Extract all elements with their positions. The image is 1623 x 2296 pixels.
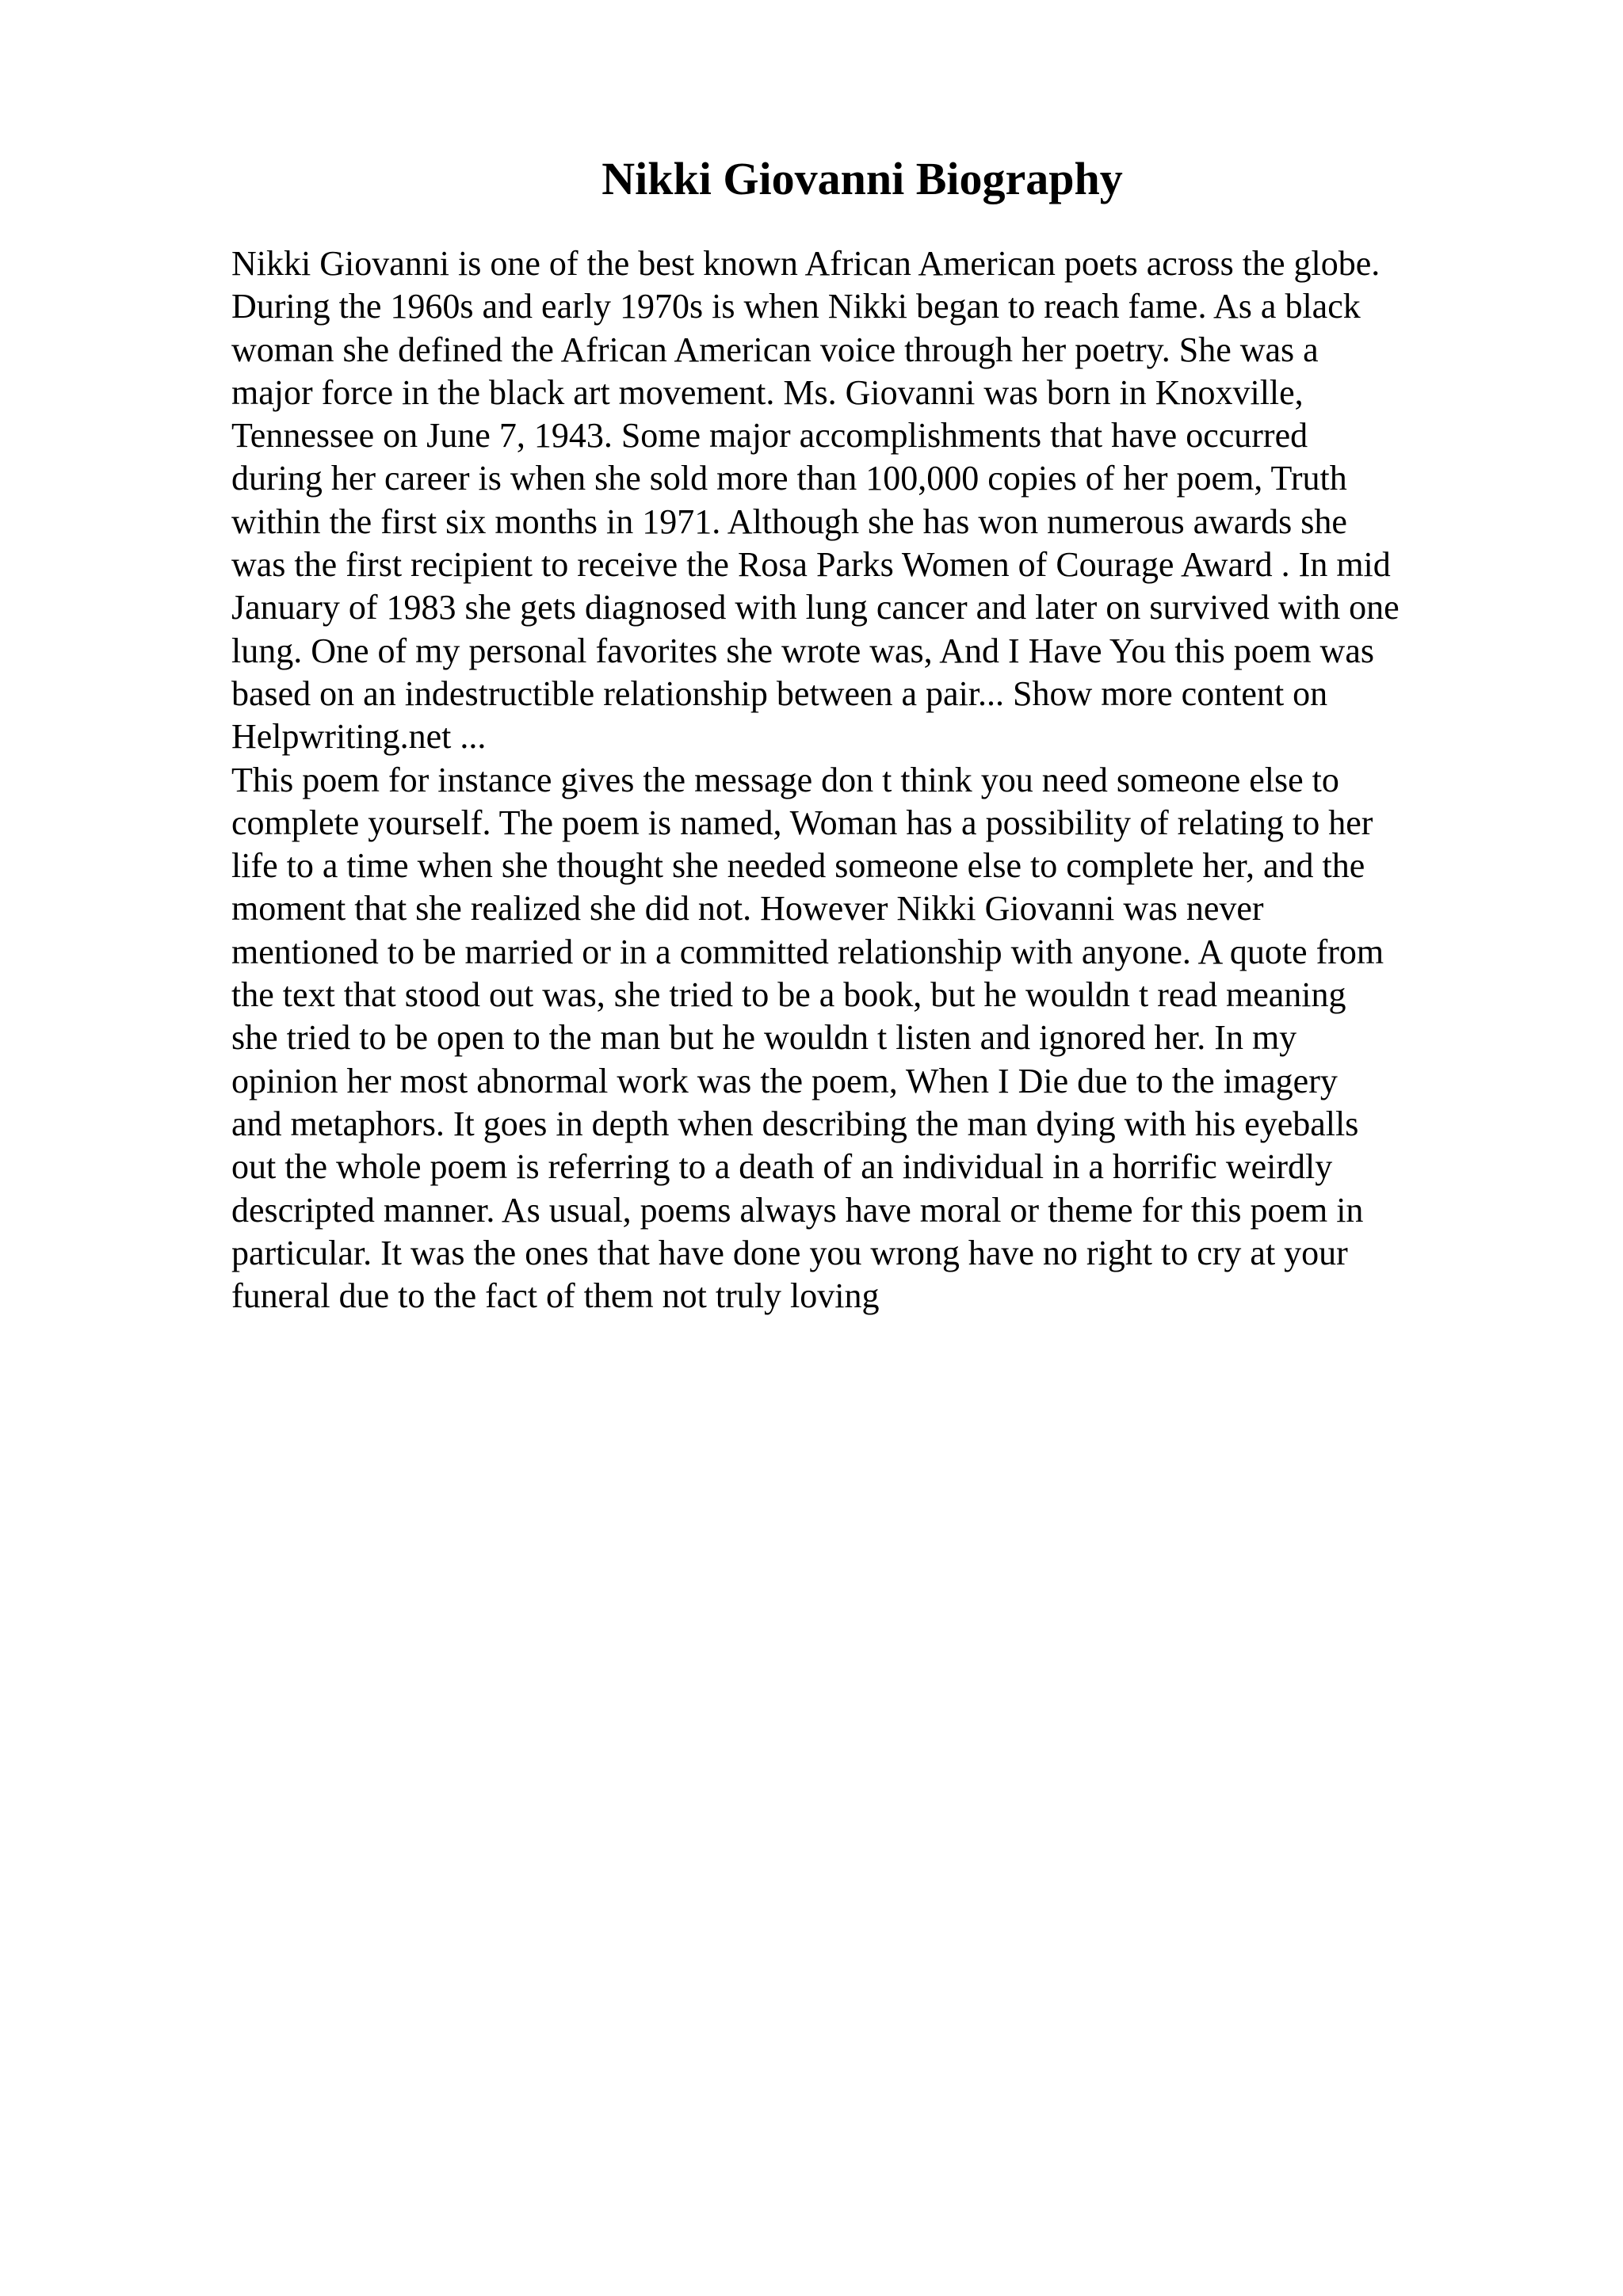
body-line: and metaphors. It goes in depth when describing the man dying with his eyeballs xyxy=(231,1104,1359,1143)
body-line: Tennessee on June 7, 1943. Some major accomplishments that have occurred xyxy=(231,416,1308,456)
body-line: Nikki Giovanni is one of the best known African American poets across the globe. xyxy=(231,244,1381,283)
body-line: descripted manner. As usual, poems always have moral or theme for this poem in xyxy=(231,1190,1364,1230)
body-line: woman she defined the African American voice through her poetry. She was a xyxy=(231,330,1319,369)
document-body xyxy=(231,242,1484,1318)
body-line: she tried to be open to the man but he wouldn t listen and ignored her. In my xyxy=(231,1018,1297,1058)
body-line: January of 1983 she gets diagnosed with lung cancer and later on survived with one xyxy=(231,588,1400,627)
body-line: Helpwriting.net ... xyxy=(231,717,487,757)
body-line: This poem for instance gives the message don t think you need someone else to xyxy=(231,760,1339,799)
body-line: opinion her most abnormal work was the poem, When I Die due to the imagery xyxy=(231,1061,1338,1100)
body-line: During the 1960s and early 1970s is when Nikki began to reach fame. As a black xyxy=(231,287,1361,326)
body-line: complete yourself. The poem is named, Woman has a possibility of relating to her xyxy=(231,803,1373,842)
body-line: particular. It was the ones that have done you wrong have no right to cry at your xyxy=(231,1233,1348,1272)
body-line: was the first recipient to receive the Rosa Parks Women of Courage Award . In mid xyxy=(231,545,1391,585)
body-line: moment that she realized she did not. However Nikki Giovanni was never xyxy=(231,889,1264,929)
body-line: mentioned to be married or in a committed relationship with anyone. A quote from xyxy=(231,932,1384,971)
body-line: within the first six months in 1971. Although she has won numerous awards she xyxy=(231,502,1347,541)
document-title: Nikki Giovanni Biography xyxy=(601,153,1123,204)
body-line: funeral due to the fact of them not truly loving xyxy=(231,1276,880,1316)
body-line: out the whole poem is referring to a death of an individual in a horrific weirdly xyxy=(231,1147,1333,1187)
body-line: the text that stood out was, she tried to be a book, but he wouldn t read meaning xyxy=(231,975,1346,1015)
body-line: during her career is when she sold more than 100,000 copies of her poem, Truth xyxy=(231,459,1347,498)
body-line: life to a time when she thought she needed someone else to complete her, and the xyxy=(231,846,1365,886)
body-line: based on an indestructible relationship between a pair... Show more content on xyxy=(231,673,1328,713)
body-line: major force in the black art movement. Ms. Giovanni was born in Knoxville, xyxy=(231,372,1304,412)
body-line: lung. One of my personal favorites she wrote was, And I Have You this poem was xyxy=(231,631,1374,670)
